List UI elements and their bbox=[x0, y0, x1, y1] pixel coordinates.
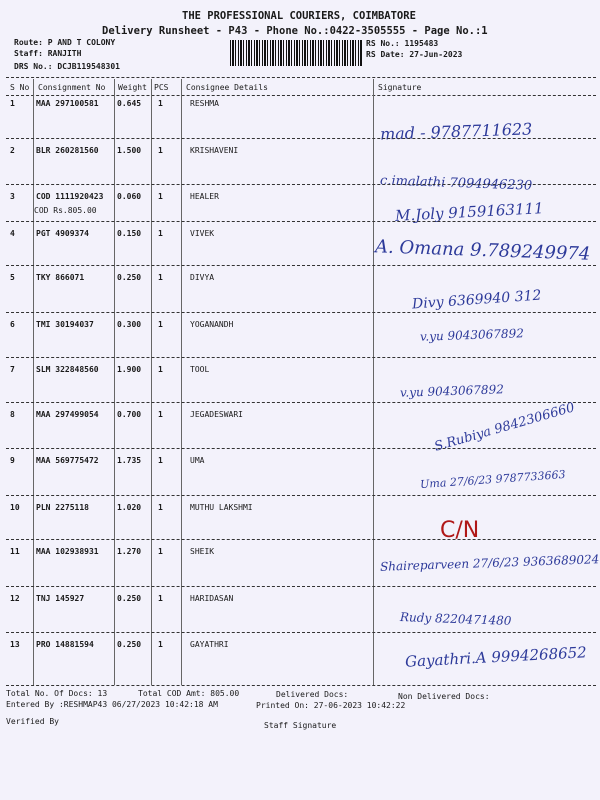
row-consignment-no: BLR 260281560 bbox=[36, 146, 99, 155]
col-header-consignee: Consignee Details bbox=[186, 83, 268, 92]
row-cod-note: COD Rs.805.00 bbox=[34, 206, 97, 215]
row-consignment-no: MAA 297499054 bbox=[36, 410, 99, 419]
row-signature: mad - 9787711623 bbox=[379, 119, 533, 144]
row-pcs: 1 bbox=[158, 594, 163, 603]
row-consignee: VIVEK bbox=[190, 229, 215, 238]
row-divider bbox=[6, 221, 596, 222]
row-consignment-no: MAA 102938931 bbox=[36, 547, 99, 556]
row-divider bbox=[6, 357, 596, 358]
col-header-consignment: Consignment No bbox=[38, 83, 106, 92]
row-sno: 12 bbox=[10, 594, 20, 603]
row-signature: M.Joly 9159163111 bbox=[394, 199, 545, 225]
rs-date: RS Date: 27-Jun-2023 bbox=[366, 50, 463, 59]
row-weight: 0.250 bbox=[117, 273, 142, 282]
row-pcs: 1 bbox=[158, 365, 163, 374]
row-sno: 5 bbox=[10, 273, 15, 282]
row-signature: Gayathri.A 9994268652 bbox=[404, 643, 588, 671]
staff-label: Staff: RANJITH bbox=[14, 49, 82, 58]
row-weight: 1.500 bbox=[117, 146, 142, 155]
col-header-weight: Weight bbox=[118, 83, 147, 92]
company-title: THE PROFESSIONAL COURIERS, COIMBATORE bbox=[182, 10, 416, 22]
row-consignee: JEGADESWARI bbox=[190, 410, 243, 419]
rs-number: RS No.: 1195483 bbox=[366, 39, 439, 48]
row-divider bbox=[6, 265, 596, 266]
row-divider bbox=[6, 184, 596, 185]
row-pcs: 1 bbox=[158, 229, 163, 238]
row-sno: 1 bbox=[10, 99, 15, 108]
row-divider bbox=[6, 632, 596, 633]
row-divider bbox=[6, 495, 596, 496]
row-pcs: 1 bbox=[158, 146, 163, 155]
row-divider bbox=[6, 312, 596, 313]
row-weight: 0.250 bbox=[117, 640, 142, 649]
row-weight: 1.020 bbox=[117, 503, 142, 512]
row-consignment-no: COD 1111920423 bbox=[36, 192, 104, 201]
row-weight: 1.735 bbox=[117, 456, 142, 465]
col-header-signature: Signature bbox=[378, 83, 422, 92]
row-consignee: GAYATHRI bbox=[190, 640, 229, 649]
drs-number: DRS No.: DCJB119548301 bbox=[14, 62, 120, 71]
row-sno: 10 bbox=[10, 503, 20, 512]
row-consignee: TOOL bbox=[190, 365, 210, 374]
row-consignee: HARIDASAN bbox=[190, 594, 234, 603]
staff-signature-label: Staff Signature bbox=[264, 721, 337, 730]
runsheet-subtitle: Delivery Runsheet - P43 - Phone No.:0422-3505555 - Page No.:1 bbox=[102, 25, 488, 37]
row-pcs: 1 bbox=[158, 456, 163, 465]
row-signature: Uma 27/6/23 9787733663 bbox=[419, 467, 566, 492]
row-consignment-no: MAA 297100581 bbox=[36, 99, 99, 108]
row-pcs: 1 bbox=[158, 410, 163, 419]
row-weight: 1.900 bbox=[117, 365, 142, 374]
row-consignment-no: MAA 569775472 bbox=[36, 456, 99, 465]
verified-by: Verified By bbox=[6, 717, 59, 726]
row-weight: 0.150 bbox=[117, 229, 142, 238]
row-consignee: RESHMA bbox=[190, 99, 219, 108]
row-consignment-no: TNJ 145927 bbox=[36, 594, 85, 603]
row-consignee: YOGANANDH bbox=[190, 320, 234, 329]
row-divider bbox=[6, 402, 596, 403]
row-sno: 7 bbox=[10, 365, 15, 374]
row-sno: 11 bbox=[10, 547, 20, 556]
non-delivered-docs: Non Delivered Docs: bbox=[398, 692, 490, 701]
row-consignment-no: PLN 2275118 bbox=[36, 503, 89, 512]
route-label: Route: P AND T COLONY bbox=[14, 38, 116, 47]
row-signature: Divy 6369940 312 bbox=[411, 287, 542, 313]
row-weight: 1.270 bbox=[117, 547, 142, 556]
entered-by: Entered By :RESHMAP43 06/27/2023 10:42:18 AM bbox=[6, 700, 218, 709]
row-sno: 9 bbox=[10, 456, 15, 465]
row-signature: Rudy 8220471480 bbox=[399, 610, 512, 628]
row-divider bbox=[6, 586, 596, 587]
row-signature: S.Rubiya 9842306660 bbox=[432, 400, 577, 455]
row-consignee: SHEIK bbox=[190, 547, 215, 556]
total-docs: Total No. Of Docs: 13 bbox=[6, 689, 108, 698]
row-weight: 0.300 bbox=[117, 320, 142, 329]
printed-on: Printed On: 27-06-2023 10:42:22 bbox=[256, 701, 406, 710]
row-weight: 0.250 bbox=[117, 594, 142, 603]
row-pcs: 1 bbox=[158, 320, 163, 329]
delivered-docs: Delivered Docs: bbox=[276, 690, 349, 699]
barcode bbox=[230, 40, 362, 66]
row-divider bbox=[6, 138, 596, 139]
row-sno: 6 bbox=[10, 320, 15, 329]
col-header-sno: S No bbox=[10, 83, 30, 92]
row-sno: 3 bbox=[10, 192, 15, 201]
row-pcs: 1 bbox=[158, 273, 163, 282]
row-consignment-no: TMI 30194037 bbox=[36, 320, 94, 329]
row-consignee: MUTHU LAKSHMI bbox=[190, 503, 253, 512]
row-sno: 13 bbox=[10, 640, 20, 649]
row-pcs: 1 bbox=[158, 192, 163, 201]
row-signature: v.yu 9043067892 bbox=[419, 326, 525, 344]
row-pcs: 1 bbox=[158, 503, 163, 512]
row-divider bbox=[6, 539, 596, 540]
row-weight: 0.645 bbox=[117, 99, 142, 108]
row-consignee: UMA bbox=[190, 456, 205, 465]
row-consignment-no: PGT 4909374 bbox=[36, 229, 89, 238]
row-pcs: 1 bbox=[158, 547, 163, 556]
row-signature: Shaireparveen 27/6/23 9363689024 bbox=[379, 552, 600, 574]
row-signature: C/N bbox=[440, 518, 480, 543]
row-signature: c.imalathi 7094946230 bbox=[379, 173, 533, 194]
row-consignee: DIVYA bbox=[190, 273, 215, 282]
row-signature: A. Omana 9.789249974 bbox=[374, 236, 591, 265]
row-consignment-no: SLM 322848560 bbox=[36, 365, 99, 374]
row-sno: 2 bbox=[10, 146, 15, 155]
row-consignee: KRISHAVENI bbox=[190, 146, 239, 155]
row-pcs: 1 bbox=[158, 99, 163, 108]
total-cod: Total COD Amt: 805.00 bbox=[138, 689, 240, 698]
row-weight: 0.060 bbox=[117, 192, 142, 201]
col-header-pcs: PCS bbox=[154, 83, 169, 92]
row-divider bbox=[6, 448, 596, 449]
row-consignment-no: TKY 866071 bbox=[36, 273, 85, 282]
row-consignment-no: PRO 14881594 bbox=[36, 640, 94, 649]
row-sno: 8 bbox=[10, 410, 15, 419]
row-pcs: 1 bbox=[158, 640, 163, 649]
row-consignee: HEALER bbox=[190, 192, 219, 201]
row-weight: 0.700 bbox=[117, 410, 142, 419]
row-sno: 4 bbox=[10, 229, 15, 238]
row-signature: v.yu 9043067892 bbox=[399, 382, 505, 400]
